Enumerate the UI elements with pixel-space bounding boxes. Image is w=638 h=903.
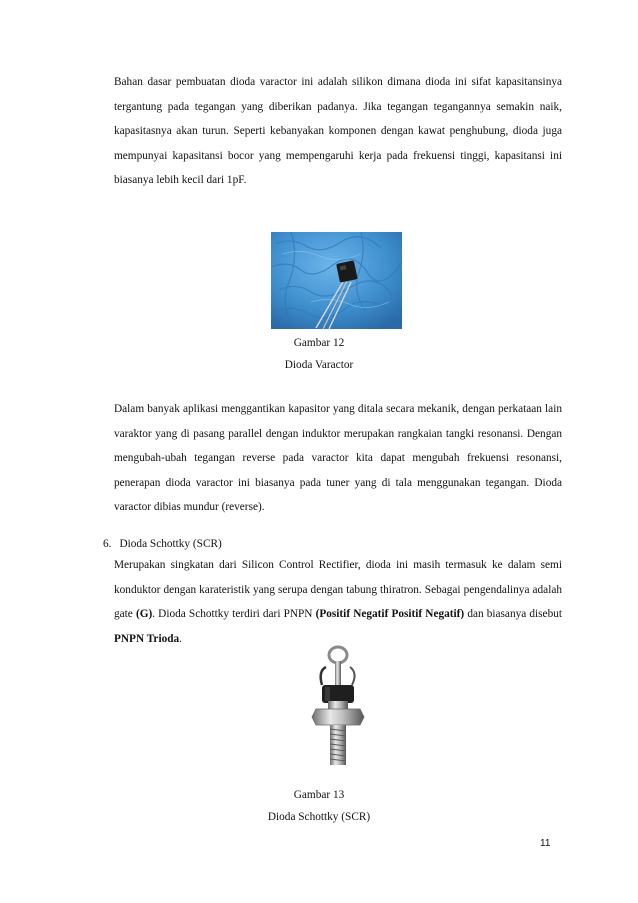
figure13-label: Gambar 13 bbox=[293, 789, 345, 801]
section-heading-schottky bbox=[103, 536, 222, 552]
p3-text-end: . bbox=[179, 632, 182, 645]
varactor-diode-photo bbox=[271, 232, 402, 329]
p3-text-2: . Dioda Schottky terdiri dari PNPN bbox=[152, 608, 316, 620]
p3-text-1: Merupakan singkatan dari Silicon Control Rectifier, dioda ini masih termasuk ke dalam semi konduktor dengan karateristik yang serupa dengan tabung thiratron. Sebagai pengendalinya adalah gate bbox=[114, 559, 562, 620]
figure12-title: Dioda Varactor bbox=[284, 359, 354, 371]
p3-bold-pnpn: (Positif Negatif Positif Negatif) bbox=[315, 608, 465, 620]
paragraph-scr-description bbox=[114, 553, 562, 651]
p3-bold-g: (G) bbox=[135, 608, 153, 620]
page-number: 11 bbox=[540, 838, 551, 849]
paragraph-varactor-application: Dalam banyak aplikasi menggantikan kapasitor yang ditala secara mekanik, dengan perkataan lain varaktor yang di pasang parallel dengan induktor merupakan rangkaian tangki resonansi. Dengan mengubah-ubah tegangan reverse pada varactor kita dapat mengubah frekuensi resonansi, penerapan dioda varactor ini biasanya pada tuner yang di tala menggunakan tegangan. Dioda varactor dibias mundur (reverse). bbox=[114, 403, 562, 513]
p3-text-3: dan biasanya disebut bbox=[464, 608, 563, 620]
section-title: Dioda Schottky (SCR) bbox=[119, 538, 222, 550]
scr-diode-photo bbox=[308, 645, 368, 767]
figure12-label: Gambar 12 bbox=[293, 337, 345, 349]
figure13-title: Dioda Schottky (SCR) bbox=[267, 811, 371, 823]
section-number: 6. bbox=[103, 538, 112, 550]
p3-bold-trioda: PNPN Trioda bbox=[114, 632, 180, 645]
paragraph-varactor-material: Bahan dasar pembuatan dioda varactor ini adalah silikon dimana dioda ini sifat kapasitansinya tergantung pada tegangan yang diberikan padanya. Jika tegangan tegangannya semakin naik, kapasitasnya akan turun. Seperti kebanyakan komponen dengan kawat penghubung, dioda juga mempunyai kapasitansi bocor yang mempengaruhi kerja pada frekuensi tinggi, kapasitansi ini biasanya lebih kecil dari 1pF. bbox=[114, 76, 562, 186]
